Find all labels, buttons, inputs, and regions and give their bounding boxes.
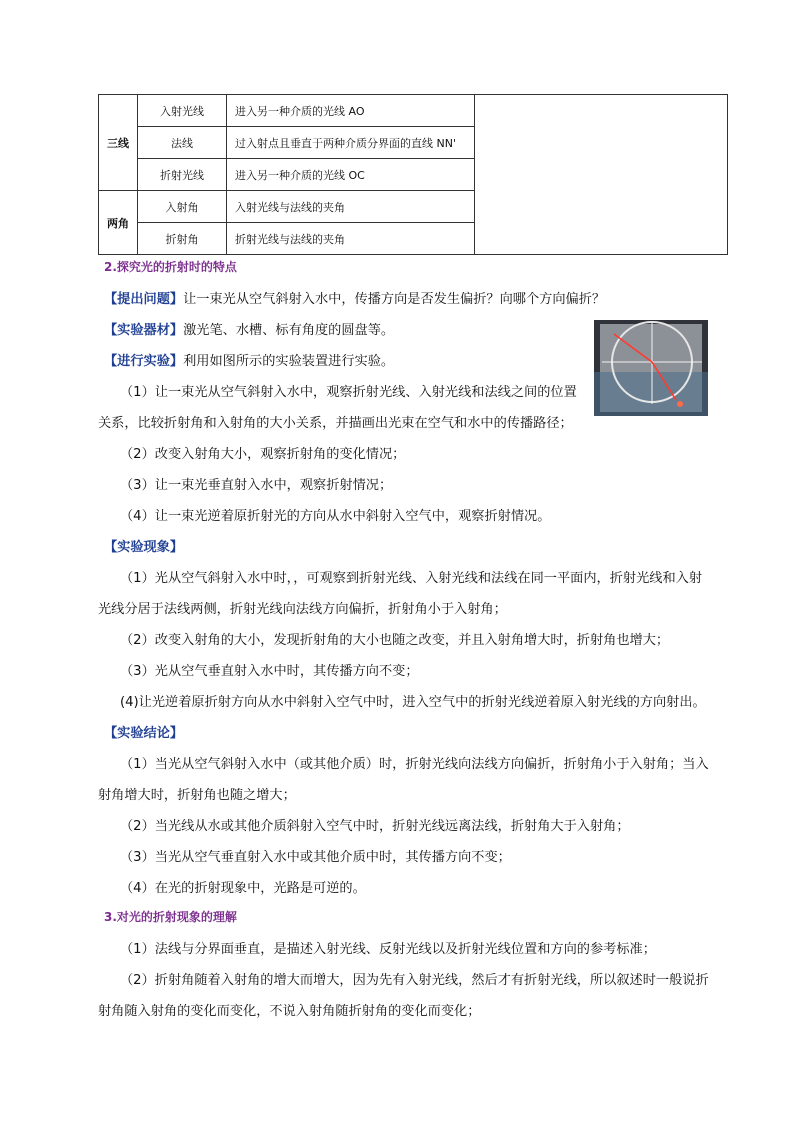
equipment-text: 激光笔、水槽、标有角度的圆盘等。 <box>183 323 395 338</box>
section-2-heading: 2.探究光的折射时的特点 <box>104 260 237 274</box>
phenomenon-4: (4)让光逆着原折射方向从水中斜射入空气中时，进入空气中的折射光线逆着原入射光线的方向射出。 <box>120 695 706 710</box>
understanding-1: （1）法线与分界面垂直，是描述入射光线、反射光线以及折射光线位置和方向的参考标准； <box>120 942 656 957</box>
term-cell: 折射角 <box>138 223 227 255</box>
phenomenon-3: （3）光从空气垂直射入水中时，其传播方向不变； <box>120 664 419 679</box>
blank-cell <box>475 95 728 255</box>
phenomenon-1-continued: 光线分居于法线两侧，折射光线向法线方向偏折，折射角小于入射角； <box>98 602 507 617</box>
step-3: （3）让一束光垂直射入水中，观察折射情况； <box>120 478 393 493</box>
conclusion-1-continued: 射角增大时，折射角也随之增大； <box>98 788 296 803</box>
procedure-tag: 【进行实验】 <box>104 354 184 369</box>
conclusion-tag: 【实验结论】 <box>104 726 184 741</box>
phenomenon-1: （1）光从空气斜射入水中时，，可观察到折射光线、入射光线和法线在同一平面内，折射光线和入射 <box>120 571 703 586</box>
question-line <box>104 291 605 309</box>
step-2: （2）改变入射角大小，观察折射角的变化情况； <box>120 447 406 462</box>
term-cell: 折射光线 <box>138 159 227 191</box>
procedure-text: 利用如图所示的实验装置进行实验。 <box>183 354 395 369</box>
protractor-image <box>594 320 708 416</box>
term-cell: 法线 <box>138 127 227 159</box>
phenomena-tag: 【实验现象】 <box>104 540 184 555</box>
step-1-continued: 关系，比较折射角和入射角的大小关系，并描画出光束在空气和水中的传播路径； <box>98 416 573 431</box>
question-text: 让一束光从空气斜射入水中，传播方向是否发生偏折？向哪个方向偏折？ <box>183 292 606 307</box>
step-1: （1）让一束光从空气斜射入水中，观察折射光线、入射光线和法线之间的位置 <box>120 385 577 400</box>
procedure-line <box>104 353 394 371</box>
conclusion-4: （4）在光的折射现象中，光路是可逆的。 <box>120 881 366 896</box>
definition-cell: 进入另一种介质的光线 OC <box>227 159 475 191</box>
definition-cell: 入射光线与法线的夹角 <box>227 191 475 223</box>
experiment-photo <box>594 320 708 416</box>
question-tag: 【提出问题】 <box>104 292 184 307</box>
refraction-terms-table <box>98 94 728 255</box>
conclusion-2: （2）当光线从水或其他介质斜射入空气中时，折射光线远离法线，折射角大于入射角； <box>120 819 630 834</box>
definition-cell: 进入另一种介质的光线 AO <box>227 95 475 127</box>
group-label-three-lines: 三线 <box>99 95 138 191</box>
definition-cell: 过入射点且垂直于两种介质分界面的直线 NN' <box>227 127 475 159</box>
conclusion-3: （3）当光从空气垂直射入水中或其他介质中时，其传播方向不变； <box>120 850 511 865</box>
conclusion-1: （1）当光从空气斜射入水中（或其他介质）时，折射光线向法线方向偏折，折射角小于入射角；当入 <box>120 757 709 772</box>
understanding-2: （2）折射角随着入射角的增大而增大，因为先有入射光线，然后才有折射光线，所以叙述时一般说折 <box>120 973 709 988</box>
term-cell: 入射光线 <box>138 95 227 127</box>
group-label-two-angles: 两角 <box>99 191 138 255</box>
step-4: （4）让一束光逆着原折射光的方向从水中斜射入空气中，观察折射情况。 <box>120 509 551 524</box>
table-row <box>99 95 728 127</box>
term-cell: 入射角 <box>138 191 227 223</box>
equipment-line <box>104 322 394 340</box>
section-3-heading: 3.对光的折射现象的理解 <box>104 910 237 924</box>
understanding-2-continued: 射角随入射角的变化而变化，不说入射角随折射角的变化而变化； <box>98 1004 481 1019</box>
phenomenon-2: （2）改变入射角的大小，发现折射角的大小也随之改变，并且入射角增大时，折射角也增大； <box>120 633 670 648</box>
equipment-tag: 【实验器材】 <box>104 323 184 338</box>
definition-cell: 折射光线与法线的夹角 <box>227 223 475 255</box>
